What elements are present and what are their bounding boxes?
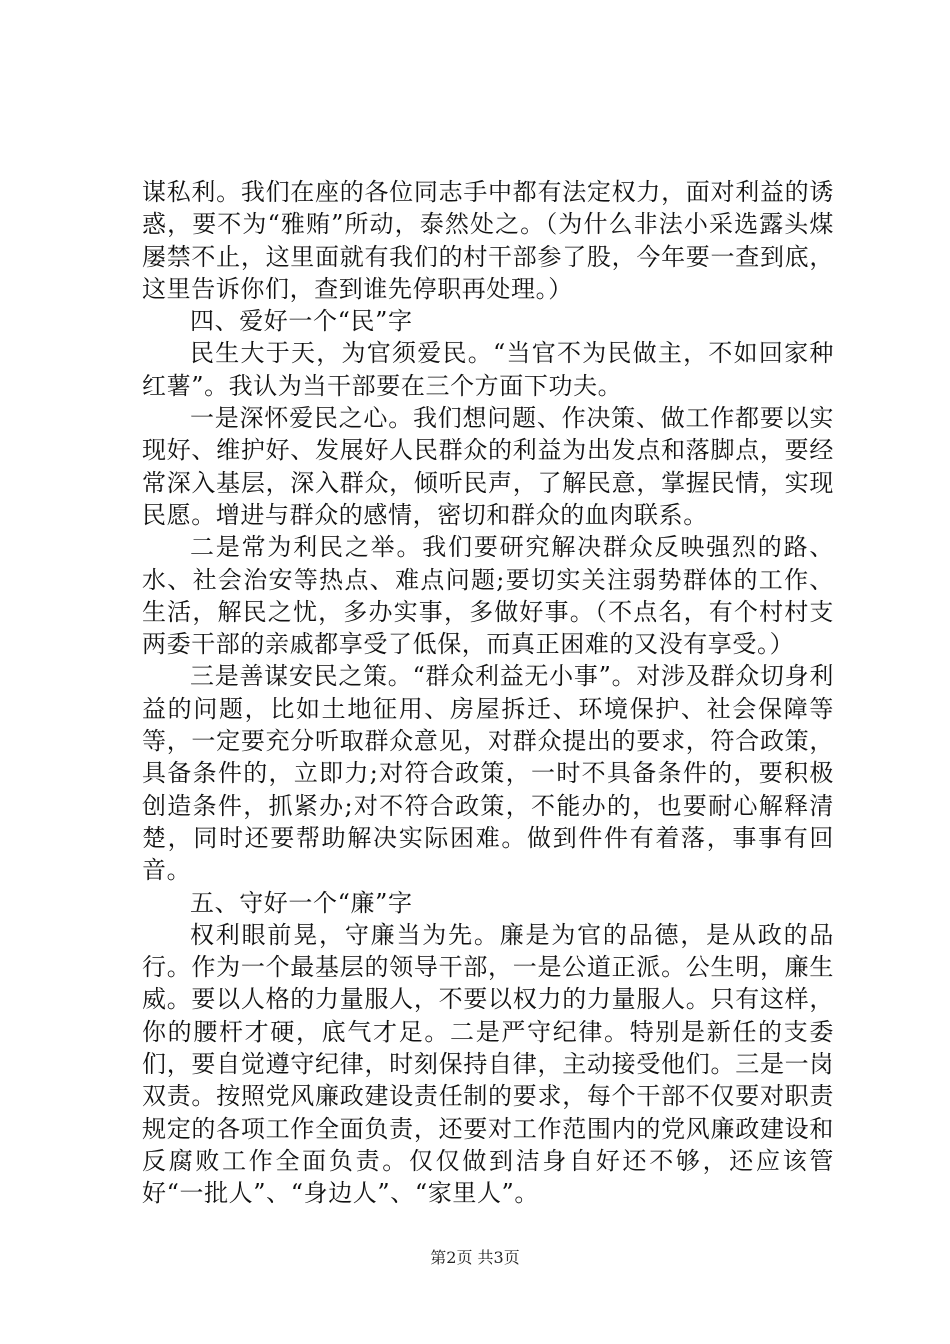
page-footer: 第2页 共3页	[430, 1248, 520, 1267]
section-heading-5: 五、守好一个“廉”字	[190, 888, 413, 917]
paragraph-4: 二是常为利民之举。我们要研究解决群众反映强烈的路、水、社会治安等热点、难点问题;要切实关注弱势群体的工作、生活，解民之忧，多办实事，多做好事。（不点名，有个村村支两委干部的亲戚都享受了低保，而真正困难的又没有享受。）	[142, 533, 834, 659]
paragraph-1: 谋私利。我们在座的各位同志手中都有法定权力，面对利益的诱惑，要不为“雅贿”所动，泰然处之。（为什么非法小采选露头煤屡禁不止，这里面就有我们的村干部参了股，今年要一查到底，这里告诉你们，查到谁先停职再处理。）	[142, 178, 834, 303]
paragraph-2: 民生大于天，为官须爱民。“当官不为民做主，不如回家种红薯”。我认为当干部要在三个方面下功夫。	[142, 339, 834, 400]
document-body	[142, 176, 834, 1210]
paragraph-6: 权利眼前晃，守廉当为先。廉是为官的品德，是从政的品行。作为一个最基层的领导干部，一是公道正派。公生明，廉生威。要以人格的力量服人，不要以权力的力量服人。只有这样，你的腰杆才硬，底气才足。二是严守纪律。特别是新任的支委们，要自觉遵守纪律，时刻保持自律，主动接受他们。三是一岗双责。按照党风廉政建设责任制的要求，每个干部不仅要对职责规定的各项工作全面负责，还要对工作范围内的党风廉政建设和反腐败工作全面负责。仅仅做到洁身自好还不够，还应该管好“一批人”、“身边人”、“家里人”。	[142, 920, 834, 1208]
section-heading-4: 四、爱好一个“民”字	[190, 307, 413, 336]
paragraph-3: 一是深怀爱民之心。我们想问题、作决策、做工作都要以实现好、维护好、发展好人民群众的利益为出发点和落脚点，要经常深入基层，深入群众，倾听民声，了解民意，掌握民情，实现民愿。增进与群众的感情，密切和群众的血肉联系。	[142, 404, 834, 529]
paragraph-5: 三是善谋安民之策。“群众利益无小事”。对涉及群众切身利益的问题，比如土地征用、房屋拆迁、环境保护、社会保障等等，一定要充分听取群众意见，对群众提出的要求，符合政策，具备条件的，立即力;对符合政策，一时不具备条件的，要积极创造条件，抓紧办;对不符合政策，不能办的，也要耐心解释清楚，同时还要帮助解决实际困难。做到件件有着落，事事有回音。	[142, 662, 834, 885]
